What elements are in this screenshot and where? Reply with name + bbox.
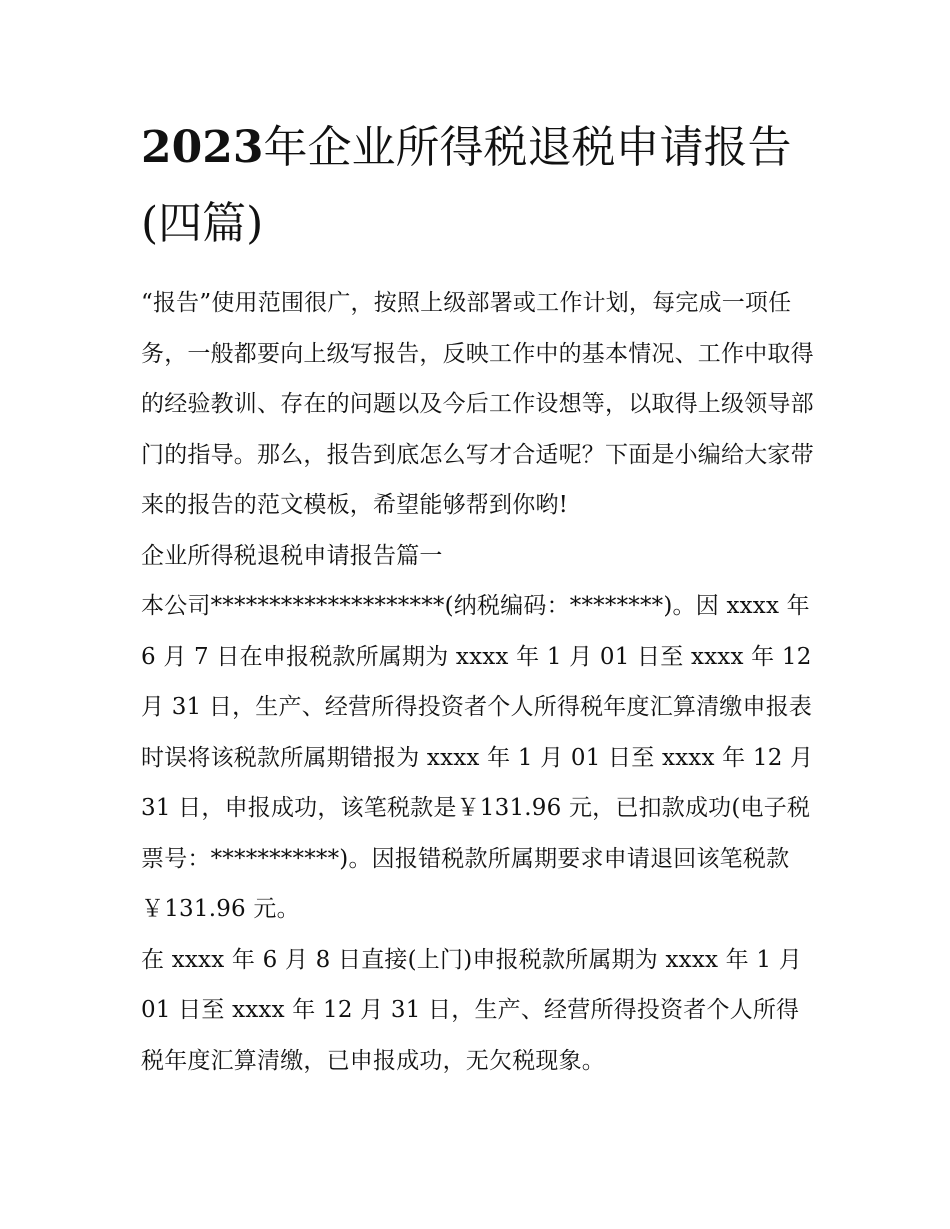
document-title bbox=[141, 110, 821, 262]
document-body bbox=[141, 278, 821, 1086]
intro-paragraph: “报告”使用范围很广，按照上级部署或工作计划，每完成一项任务，一般都要向上级写报告，反映工作中的基本情况、工作中取得的经验教训、存在的问题以及今后工作设想等，以取得上级领导部门的指导。那么，报告到底怎么写才合适呢？下面是小编给大家带来的报告的范文模板，希望能够帮到你哟! bbox=[141, 290, 814, 518]
body-paragraph: 在 xxxx 年 6 月 8 日直接(上门)申报税款所属期为 xxxx 年 1 月 01 日至 xxxx 年 12 月 31 日，生产、经营所得投资者个人所得税年度汇算清缴，已申报成功，无欠税现象。 bbox=[141, 946, 802, 1074]
title-year: 2023 bbox=[141, 122, 264, 173]
section-heading: 企业所得税退税申请报告篇一 bbox=[141, 542, 443, 569]
title-text: 年企业所得税退税申请报告(四篇) bbox=[141, 122, 792, 249]
body-paragraph: 本公司********************(纳税编码：********)。因 xxxx 年 6 月 7 日在申报税款所属期为 xxxx 年 1 月 01 日至 xxxx 年 12 月 31 日，生产、经营所得投资者个人所得税年度汇算清缴申报表时误将该税款所属期错报为 xxxx 年 1 月 01 日至 xxxx 年 12 月 31 日，申报成功，该笔税款是￥131.96 元，已扣款成功(电子税票号：***********)。因报错税款所属期要求申请退回该笔税款￥131.96 元。 bbox=[141, 593, 814, 922]
